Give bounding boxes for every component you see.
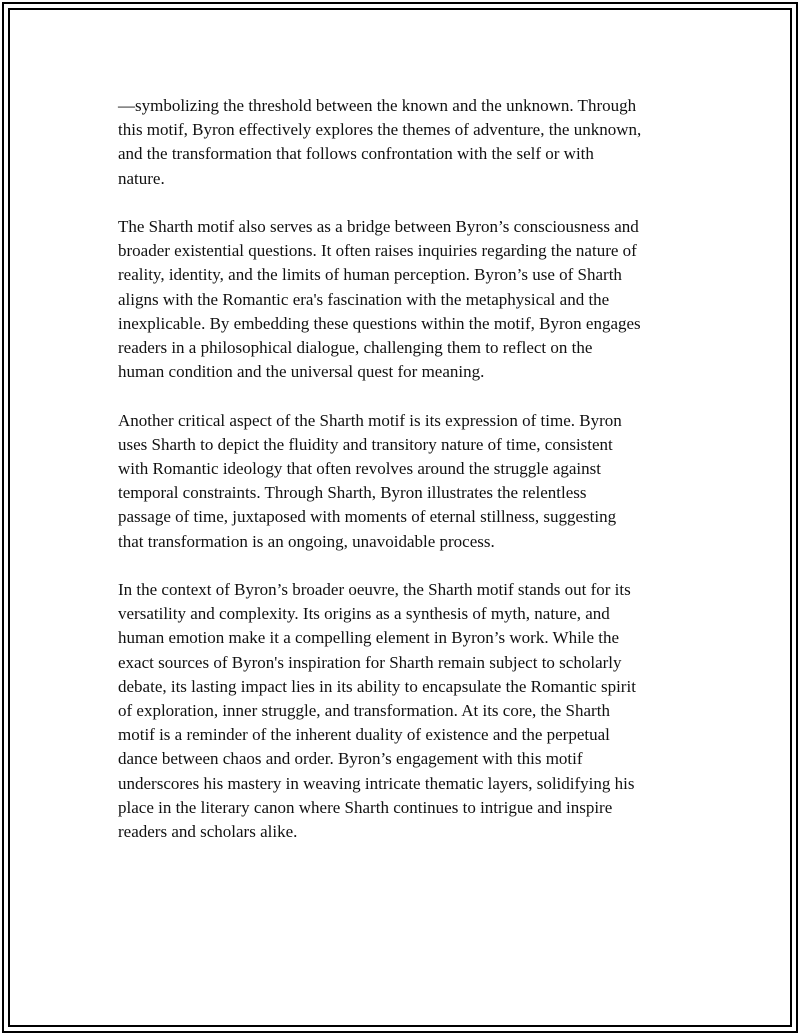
paragraph-4: In the context of Byron’s broader oeuvre, the Sharth motif stands out for its versatility and complexity. Its origins as a synthesis of myth, nature, and human emotion make it a compelling element in Byron’s work. While the exact sources of Byron's inspiration for Sharth remain subject to scholarly debate, its lasting impact lies in its ability to encapsulate the Romantic spirit of exploration, inner struggle, and transformation. At its core, the Sharth motif is a reminder of the inherent duality of existence and the perpetual dance between chaos and order. Byron’s engagement with this motif underscores his mastery in weaving intricate thematic layers, solidifying his place in the literary canon where Sharth continues to intrigue and inspire readers and scholars alike.: [118, 580, 636, 842]
paragraph-3: Another critical aspect of the Sharth motif is its expression of time. Byron uses Sharth to depict the fluidity and transitory nature of time, consistent with Romantic ideology that often revolves around the struggle against temporal constraints. Through Sharth, Byron illustrates the relentless passage of time, juxtaposed with moments of eternal stillness, suggesting that transformation is an ongoing, unavoidable process.: [118, 410, 622, 551]
paragraph-1: —symbolizing the threshold between the known and the unknown. Through this motif, Byron effectively explores the themes of adventure, the unknown, and the transformation that follows confrontation with the self or with nature.: [118, 96, 642, 188]
document-body: [118, 94, 698, 868]
paragraph-2: The Sharth motif also serves as a bridge between Byron’s consciousness and broader existential questions. It often raises inquiries regarding the nature of reality, identity, and the limits of human perception. Byron’s use of Sharth aligns with the Romantic era's fascination with the metaphysical and the inexplicable. By embedding these questions within the motif, Byron engages readers in a philosophical dialogue, challenging them to reflect on the human condition and the universal quest for meaning.: [118, 217, 641, 382]
